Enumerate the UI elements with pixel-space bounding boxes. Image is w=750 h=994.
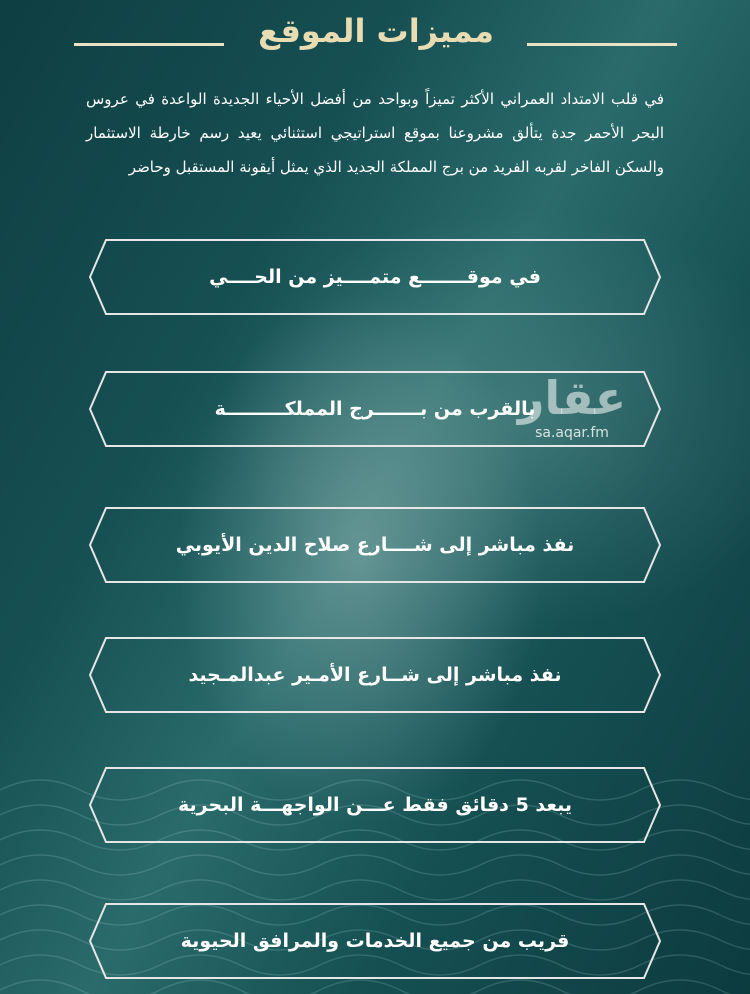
title-divider-right <box>527 43 677 46</box>
intro-paragraph: في قلب الامتداد العمراني الأكثر تميزاً وبواحد من أفضل الأحياء الجديدة الواعدة في عروس البحر الأحمر جدة يتألق مشروعنا بموقع استراتيجي استثنائي يعيد رسم خارطة الاستثمار والسكن الفاخر لقربه الفريد من برج المملكة الجديد الذي يمثل أيقونة المستقبل وحاضر <box>86 90 664 176</box>
feature-card-1 <box>88 238 662 316</box>
aqar-watermark <box>512 372 632 452</box>
feature-card-5 <box>88 766 662 844</box>
aqar-logo: عقار <box>517 371 627 425</box>
feature-label: قريب من جميع الخدمات والمرافق الحيوية <box>180 930 570 952</box>
feature-label: بالقرب من بـــــــرج المملكـــــــــة <box>214 398 536 420</box>
feature-card-3 <box>88 506 662 584</box>
header <box>0 10 750 60</box>
page-title: مميزات الموقع <box>258 12 494 50</box>
feature-label: يبعد 5 دقائق فقط عـــن الواجهـــة البحرية <box>177 794 573 816</box>
feature-card-4 <box>88 636 662 714</box>
aqar-url: sa.aqar.fm <box>535 425 609 441</box>
feature-label: في موقـــــــع متمــــيز من الحــــي <box>209 266 541 288</box>
feature-card-6 <box>88 902 662 980</box>
feature-label: نفذ مباشر إلى شــارع الأمـير عبدالمـجيد <box>188 664 562 686</box>
title-divider-left <box>74 43 224 46</box>
feature-label: نفذ مباشر إلى شــــارع صلاح الدين الأيوبي <box>175 534 575 556</box>
